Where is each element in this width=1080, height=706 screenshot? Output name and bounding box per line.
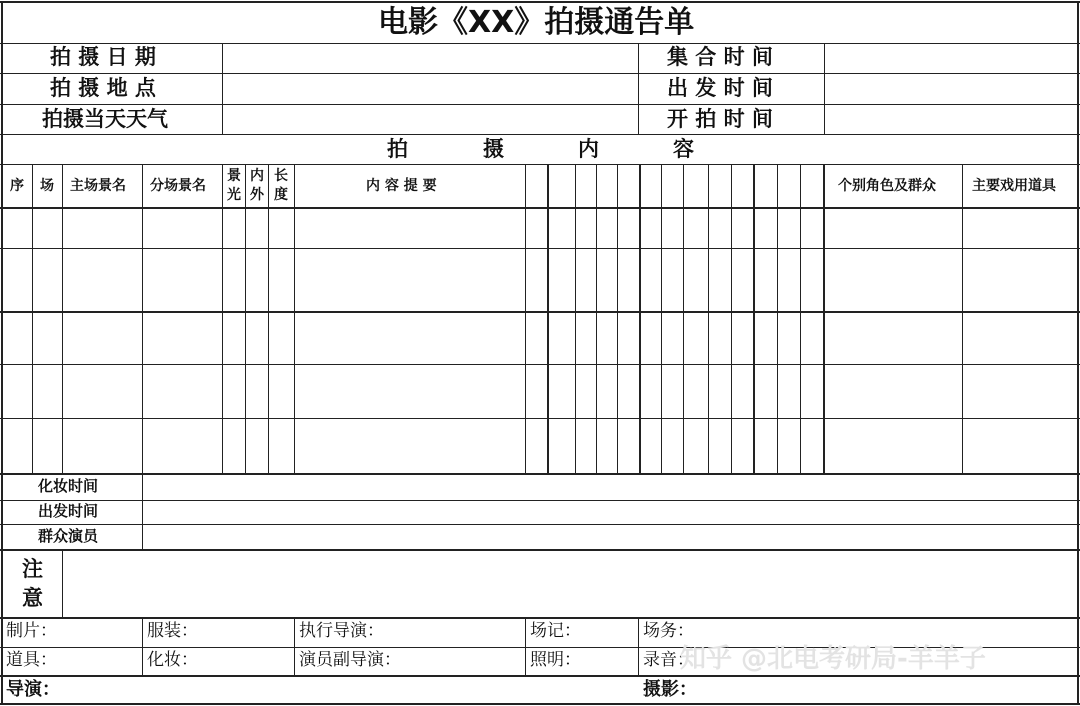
col-deg: 度: [274, 187, 288, 203]
shoot-weather-label: 拍摄当天天气: [42, 107, 168, 131]
camera-label: 摄影：: [643, 679, 697, 700]
section-title-char: 拍: [387, 137, 408, 161]
producer-label: 制片：: [6, 621, 57, 641]
section-title-char: 摄: [483, 137, 504, 161]
col-seq: 序: [10, 178, 24, 194]
col-roles: 个别角色及群众: [838, 178, 936, 194]
col-sub-scene: 分场景名: [150, 178, 206, 194]
col-light: 光: [227, 187, 241, 203]
props-label: 道具：: [6, 650, 57, 670]
shoot-date-label: 拍 摄 日 期: [50, 45, 156, 69]
col-props: 主要戏用道具: [972, 178, 1056, 194]
lighting-label: 照明：: [530, 650, 581, 670]
section-title-char: 内: [578, 137, 599, 161]
col-scene: 场: [40, 178, 54, 194]
extras-label: 群众演员: [38, 527, 99, 545]
depart-time-label: 出发时间: [38, 502, 99, 520]
watermark-text: 知乎 @北电考研局-羊羊子: [680, 644, 986, 674]
col-summary: 内 容 提 要: [366, 178, 437, 194]
exec-director-label: 执行导演：: [299, 621, 384, 641]
sound-label: 录音：: [643, 650, 694, 670]
col-len: 长: [274, 168, 288, 184]
actor-ad-label: 演员副导演：: [299, 650, 401, 670]
assembly-time-label: 集 合 时 间: [667, 45, 773, 69]
makeup-time-label: 化妆时间: [38, 477, 99, 495]
col-main-scene: 主场景名: [70, 178, 126, 194]
notes-label-2: 意: [22, 586, 43, 610]
section-title-char: 容: [673, 137, 694, 161]
sheet-title: 电影《XX》拍摄通告单: [378, 5, 695, 40]
col-view: 景: [227, 168, 241, 184]
start-time-label: 开 拍 时 间: [667, 107, 773, 131]
makeup-label: 化妆：: [147, 650, 198, 670]
set-affairs-label: 场务：: [643, 621, 694, 641]
col-out: 外: [250, 187, 264, 203]
col-in: 内: [250, 168, 264, 184]
costume-label: 服装：: [147, 621, 198, 641]
director-label: 导演：: [6, 679, 60, 700]
shoot-location-label: 拍 摄 地 点: [50, 76, 156, 100]
departure-time-label: 出 发 时 间: [667, 76, 773, 100]
notes-label-1: 注: [22, 557, 43, 581]
script-supervisor-label: 场记：: [530, 621, 581, 641]
